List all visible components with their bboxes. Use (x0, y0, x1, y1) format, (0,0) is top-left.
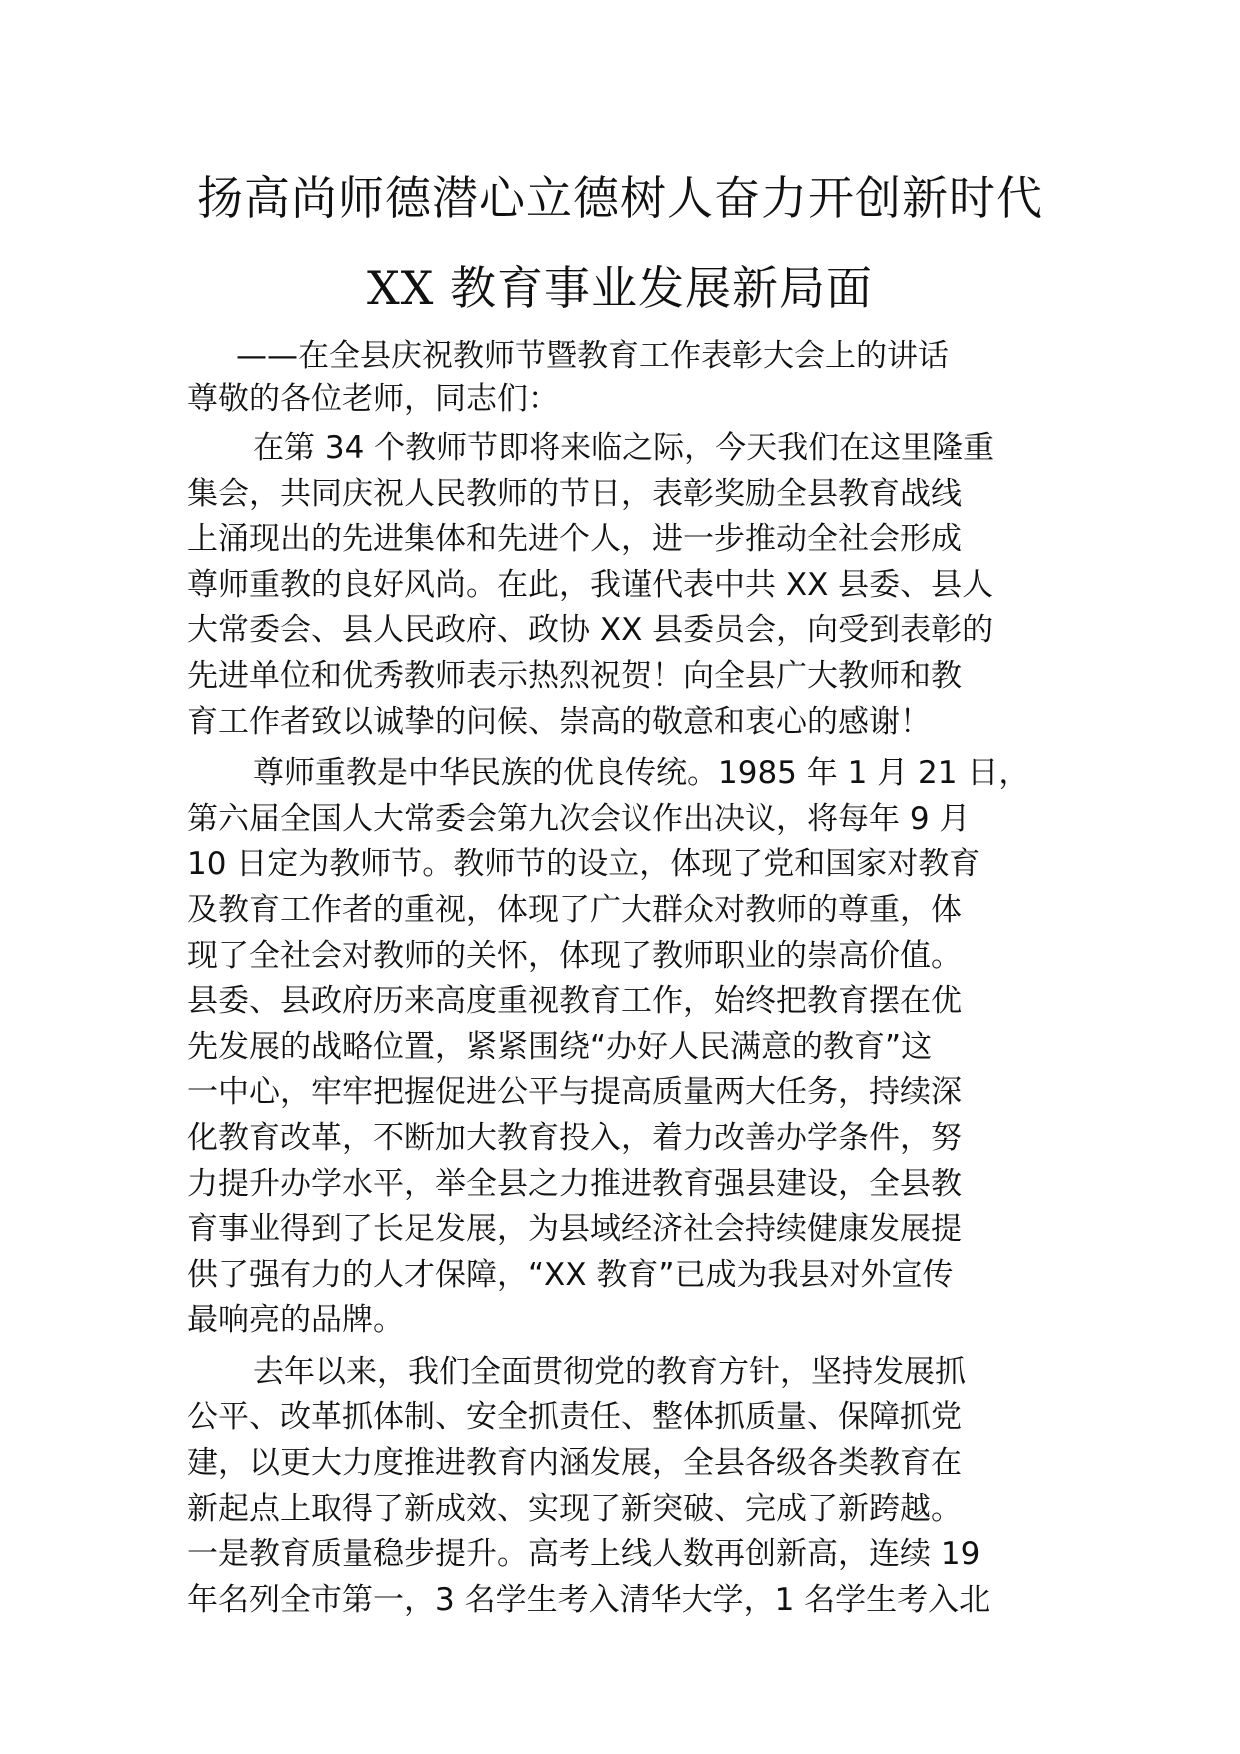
text-line: 在第 34 个教师节即将来临之际，今天我们在这里隆重 (253, 430, 995, 466)
title-line-1: 扬高尚师德潜心立德树人奋力开创新时代 (197, 171, 1043, 225)
text-line: 县委、县政府历来高度重视教育工作，始终把教育摆在优 (187, 983, 962, 1020)
title-line-2 (0, 258, 1240, 318)
text-line: 第六届全国人大常委会第九次会议作出决议，将每年 9 月 (187, 800, 971, 837)
text-line: 公平、改革抓体制、安全抓责任、整体抓质量、保障抓党 (187, 1399, 962, 1436)
text-line: 大常委会、县人民政府、政协 XX 县委员会，向受到表彰的 (187, 612, 994, 649)
text-line: 最响亮的品牌。 (187, 1302, 404, 1339)
text-line: 年名列全市第一，3 名学生考入清华大学，1 名学生考入北 (187, 1581, 991, 1618)
text-line: 尊师重教是中华民族的优良传统。1985 年 1 月 21 日， (253, 755, 1030, 792)
text-line: 及教育工作者的重视，体现了广大群众对教师的尊重，体 (187, 891, 962, 928)
paragraph-2 (187, 751, 1057, 1344)
text-line: 先进单位和优秀教师表示热烈祝贺！向全县广大教师和教 (187, 657, 962, 694)
title-line-2-latin: XX (366, 261, 435, 315)
text-line: 集会，共同庆祝人民教师的节日，表彰奖励全县教育战线 (187, 475, 962, 512)
paragraph-1 (187, 426, 1057, 745)
text-line: 一中心，牢牢把握促进公平与提高质量两大任务，持续深 (187, 1074, 962, 1111)
text-line: 育事业得到了长足发展，为县域经济社会持续健康发展提 (187, 1211, 962, 1248)
text-line: 供了强有力的人才保障，“XX 教育”已成为我县对外宣传 (187, 1256, 954, 1293)
text-line: 化教育改革，不断加大教育投入，着力改善办学条件，努 (187, 1119, 962, 1156)
text-line: 育工作者致以诚挚的问候、崇高的敬意和衷心的感谢！ (187, 703, 931, 740)
text-line: 现了全社会对教师的关怀，体现了教师职业的崇高价值。 (187, 937, 962, 974)
text-line: 新起点上取得了新成效、实现了新突破、完成了新跨越。 (187, 1490, 962, 1527)
text-line: 先发展的战略位置，紧紧围绕“办好人民满意的教育”这 (187, 1028, 933, 1065)
text-line: 上涌现出的先进集体和先进个人，进一步推动全社会形成 (187, 521, 962, 558)
paragraph-3 (187, 1350, 1057, 1624)
title-line-2-rest: 教育事业发展新局面 (434, 261, 874, 315)
text-line: 建，以更大力度推进教育内涵发展，全县各级各类教育在 (187, 1445, 962, 1482)
text-line: 一是教育质量稳步提升。高考上线人数再创新高，连续 19 (187, 1536, 981, 1573)
text-line: 尊师重教的良好风尚。在此，我谨代表中共 XX 县委、县人 (187, 566, 994, 603)
body-text (187, 426, 1057, 1629)
text-line: 去年以来，我们全面贯彻党的教育方针，坚持发展抓 (253, 1353, 966, 1390)
salutation: 尊敬的各位老师，同志们： (187, 381, 559, 417)
text-line: 10 日定为教师节。教师节的设立，体现了党和国家对教育 (187, 846, 981, 883)
speech-subtitle: ——在全县庆祝教师节暨教育工作表彰大会上的讲话 (236, 338, 949, 374)
text-line: 力提升办学水平，举全县之力推进教育强县建设，全县教 (187, 1165, 962, 1202)
